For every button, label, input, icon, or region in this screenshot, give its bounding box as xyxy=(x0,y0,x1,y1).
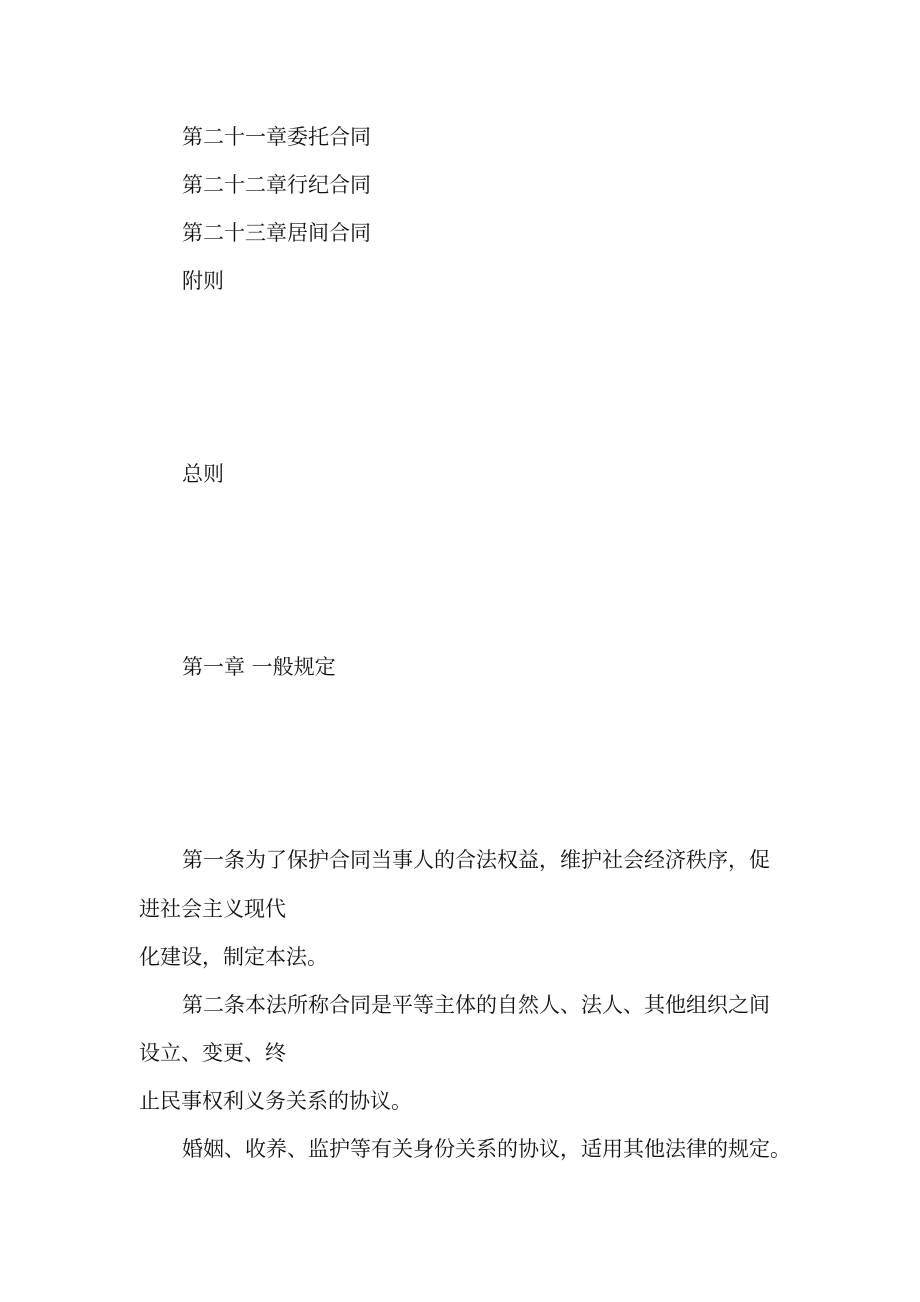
article-2-line-4: 婚姻、收养、监护等有关身份关系的协议，适用其他法律的规定。 xyxy=(182,1137,791,1161)
article-2-line-2: 设立、变更、终 xyxy=(139,1041,286,1065)
article-2-line-3: 止民事权利义务关系的协议。 xyxy=(139,1089,412,1113)
chapter-heading: 第一章 一般规定 xyxy=(182,655,336,679)
toc-chapter-22: 第二十二章行纪合同 xyxy=(182,173,371,197)
toc-appendix: 附则 xyxy=(182,269,224,293)
article-1-line-2: 进社会主义现代 xyxy=(139,897,286,921)
section-heading-general: 总则 xyxy=(182,462,224,486)
article-1-line-3: 化建设，制定本法。 xyxy=(139,945,328,969)
article-2-line-1: 第二条本法所称合同是平等主体的自然人、法人、其他组织之间 xyxy=(182,993,770,1017)
article-1-line-1: 第一条为了保护合同当事人的合法权益，维护社会经济秩序，促 xyxy=(182,848,770,872)
toc-chapter-23: 第二十三章居间合同 xyxy=(182,221,371,245)
toc-chapter-21: 第二十一章委托合同 xyxy=(182,125,371,149)
